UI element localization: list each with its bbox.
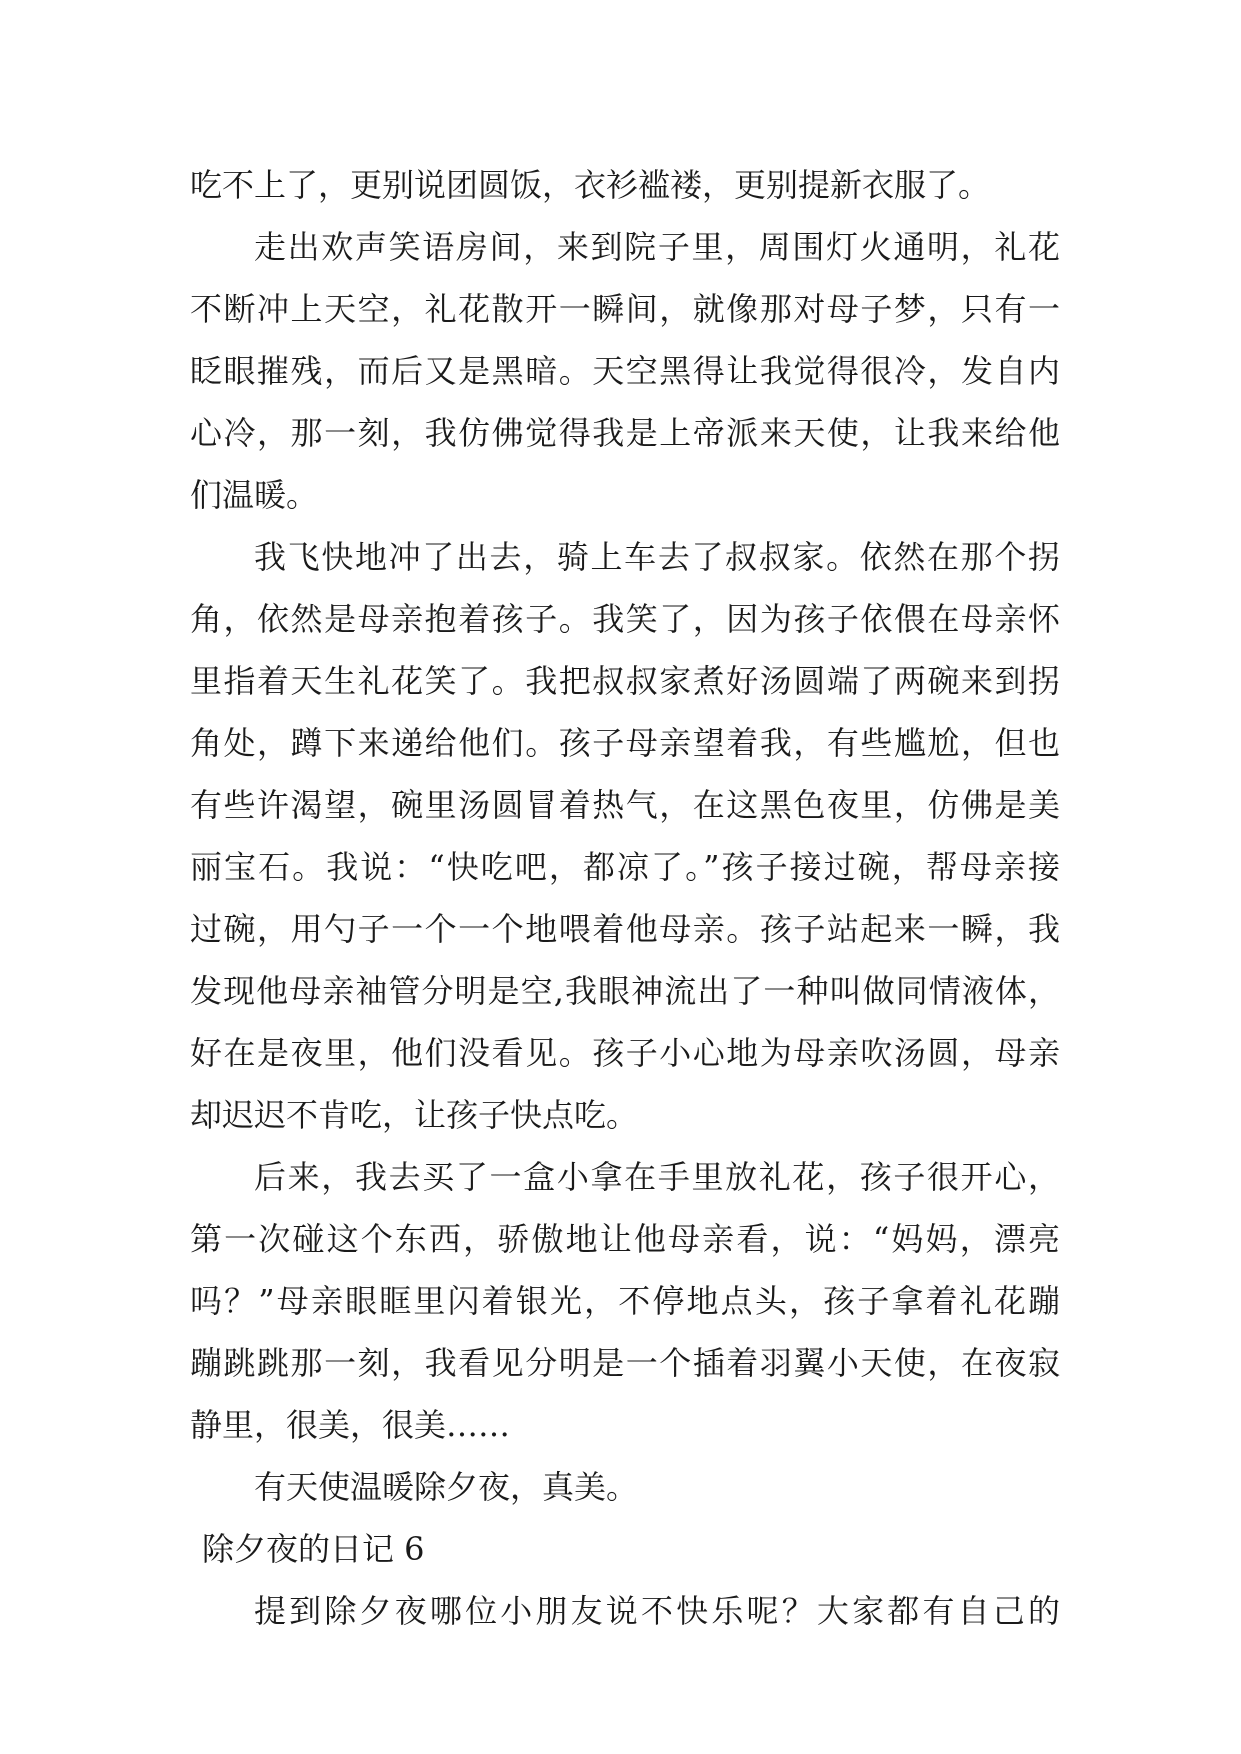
text-line: 角处，蹲下来递给他们。孩子母亲望着我，有些尴尬，但也 — [190, 724, 1060, 762]
paragraph-start-line: 走出欢声笑语房间，来到院子里，周围灯火通明，礼花 — [254, 228, 1060, 266]
text-line: 丽宝石。我说：“快吃吧，都凉了。”孩子接过碗，帮母亲接 — [190, 848, 1060, 886]
text-line: 吃不上了，更别说团圆饭，衣衫褴褛，更别提新衣服了。 — [190, 166, 991, 204]
paragraph-start-line: 提到除夕夜哪位小朋友说不快乐呢？大家都有自己的 — [254, 1592, 1060, 1630]
text-line: 过碗，用勺子一个一个地喂着他母亲。孩子站起来一瞬，我 — [190, 910, 1060, 948]
text-line: 们温暖。 — [190, 476, 319, 514]
text-line: 蹦跳跳那一刻，我看见分明是一个插着羽翼小天使，在夜寂 — [190, 1344, 1060, 1382]
text-line: 静里，很美，很美…… — [190, 1406, 511, 1444]
paragraph-start-line: 后来，我去买了一盒小拿在手里放礼花，孩子很开心， — [254, 1158, 1060, 1196]
paragraph-start-line: 我飞快地冲了出去，骑上车去了叔叔家。依然在那个拐 — [254, 538, 1060, 576]
text-line: 发现他母亲袖管分明是空,我眼神流出了一种叫做同情液体， — [190, 972, 1060, 1010]
text-line: 眨眼摧残，而后又是黑暗。天空黑得让我觉得很冷，发自内 — [190, 352, 1060, 390]
text-line: 不断冲上天空，礼花散开一瞬间，就像那对母子梦，只有一 — [190, 290, 1060, 328]
text-line: 好在是夜里，他们没看见。孩子小心地为母亲吹汤圆，母亲 — [190, 1034, 1060, 1072]
section-heading: 除夕夜的日记 6 — [202, 1530, 425, 1568]
text-line: 却迟迟不肯吃，让孩子快点吃。 — [190, 1096, 639, 1134]
text-line: 第一次碰这个东西，骄傲地让他母亲看，说：“妈妈，漂亮 — [190, 1220, 1060, 1258]
paragraph-start-line: 有天使温暖除夕夜，真美。 — [254, 1468, 639, 1506]
text-line: 吗？”母亲眼眶里闪着银光，不停地点头，孩子拿着礼花蹦 — [190, 1282, 1060, 1320]
text-line: 里指着天生礼花笑了。我把叔叔家煮好汤圆端了两碗来到拐 — [190, 662, 1060, 700]
text-line: 角，依然是母亲抱着孩子。我笑了，因为孩子依偎在母亲怀 — [190, 600, 1060, 638]
text-line: 有些许渴望，碗里汤圆冒着热气，在这黑色夜里，仿佛是美 — [190, 786, 1060, 824]
text-line: 心冷，那一刻，我仿佛觉得我是上帝派来天使，让我来给他 — [190, 414, 1060, 452]
